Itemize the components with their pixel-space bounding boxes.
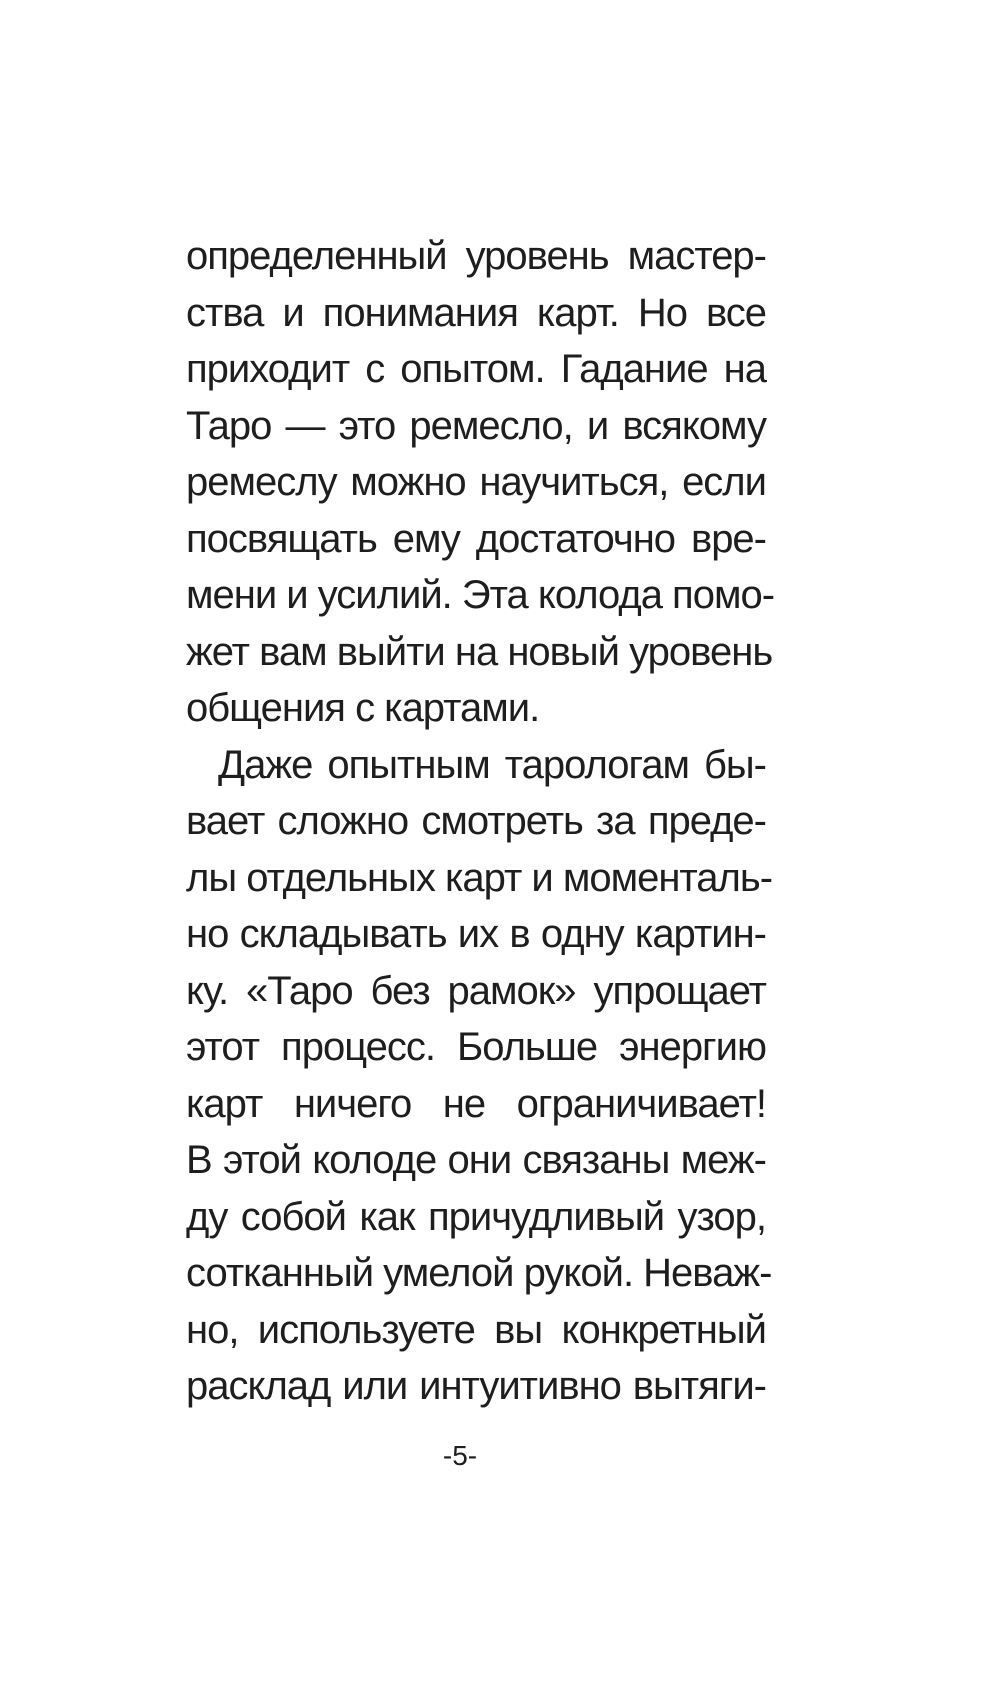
text-line: лы отдельных карт и моменталь- — [186, 855, 773, 900]
body-text — [186, 228, 775, 1415]
text-line: ства и понимания карт. Но все — [186, 290, 766, 335]
text-line: жет вам выйти на новый уровень — [186, 629, 773, 674]
text-line: вает сложно смотреть за преде- — [186, 799, 766, 843]
page-number: -5- — [442, 1440, 478, 1471]
text-line: Даже опытным тарологам бы- — [218, 742, 766, 787]
text-line: но складывать их в одну картин- — [186, 912, 766, 956]
text-line: карт ничего не ограничивает! — [186, 1081, 766, 1126]
text-line: ремеслу можно научиться, если — [186, 460, 766, 504]
text-line: расклад или интуитивно вытяги- — [186, 1364, 766, 1408]
text-line: ду собой как причудливый узор, — [186, 1194, 766, 1239]
text-line: этот процесс. Больше энергию — [186, 1025, 766, 1069]
text-line: общения с картами. — [186, 686, 540, 730]
paragraph-1 — [186, 228, 775, 737]
text-line: посвящать ему достаточно вре- — [186, 516, 766, 561]
text-line: определенный уровень мастер- — [186, 234, 766, 278]
text-line: ку. «Таро без рамок» упрощает — [186, 968, 766, 1013]
text-line: В этой колоде они связаны меж- — [186, 1138, 766, 1182]
text-line: сотканный умелой рукой. Неваж- — [186, 1251, 772, 1295]
text-line: мени и усилий. Эта колода помо- — [186, 573, 775, 617]
paragraph-2 — [186, 737, 773, 1415]
text-line: но, используете вы конкретный — [186, 1307, 766, 1352]
text-line: приходит с опытом. Гадание на — [186, 347, 766, 391]
text-line: Таро — это ремесло, и всякому — [186, 403, 766, 448]
